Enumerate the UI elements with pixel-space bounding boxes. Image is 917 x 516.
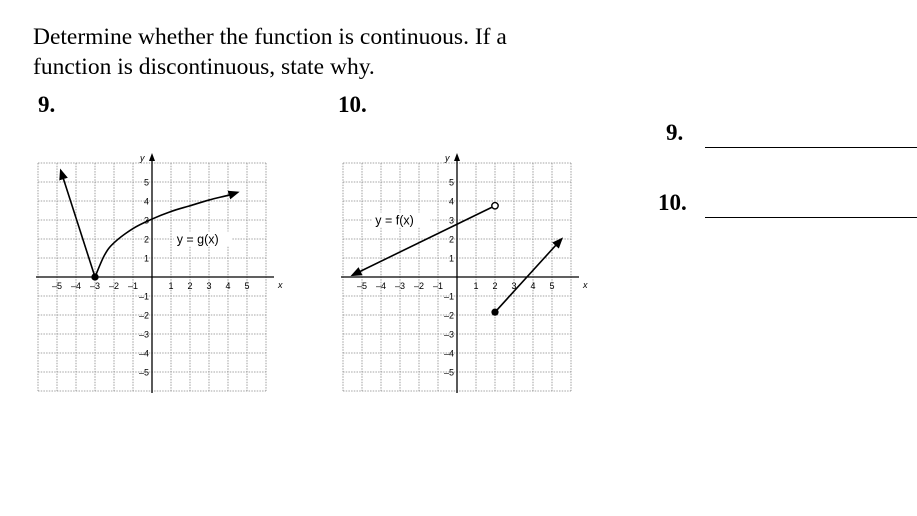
x-tick-label: 3 [511, 281, 517, 291]
answer-row-10 [650, 190, 917, 220]
x-tick-label: 2 [492, 281, 498, 291]
y-axis-label: y [140, 153, 145, 163]
y-tick-label: 5 [143, 177, 149, 188]
function-label: y = g(x) [176, 232, 219, 247]
y-tick-label: 2 [143, 234, 149, 245]
y-tick-label: 1 [448, 253, 454, 264]
x-tick-label: 1 [473, 281, 479, 291]
y-tick-label: –2 [138, 310, 149, 321]
x-tick-label: –3 [394, 281, 406, 291]
x-tick-label: 2 [187, 281, 193, 291]
answer-blank-10[interactable] [705, 217, 917, 218]
series-0-line [61, 171, 95, 277]
open-endpoint [492, 203, 498, 209]
function-label: y = f(x) [375, 213, 414, 228]
y-tick-label: –5 [138, 367, 149, 378]
x-tick-label: –2 [108, 281, 120, 291]
instructions [33, 22, 593, 82]
y-tick-label: 3 [143, 215, 149, 226]
graph-9 [36, 148, 282, 398]
y-tick-label: 3 [448, 215, 454, 226]
x-tick-label: –5 [51, 281, 63, 291]
x-axis-label: x [583, 280, 588, 290]
x-axis-label: x [278, 280, 283, 290]
y-tick-label: –5 [443, 367, 454, 378]
series-1-line [495, 239, 562, 312]
y-tick-label: 4 [143, 196, 149, 207]
x-tick-label: 5 [244, 281, 250, 291]
y-tick-label: 2 [448, 234, 454, 245]
x-tick-label: –1 [432, 281, 444, 291]
y-tick-label: –1 [138, 291, 149, 302]
y-axis-arrow [454, 153, 460, 161]
problem-9-number: 9. [38, 92, 56, 117]
answer-row-9 [650, 120, 917, 150]
y-tick-label: 1 [143, 253, 149, 264]
y-tick-label: –3 [443, 329, 454, 340]
answer-number-10: 10. [658, 190, 687, 215]
closed-endpoint [491, 309, 498, 316]
closed-endpoint [91, 273, 98, 280]
instructions-line-2: function is discontinuous, state why. [33, 54, 375, 80]
x-tick-label: –2 [413, 281, 425, 291]
x-tick-label: –5 [356, 281, 368, 291]
y-tick-label: –1 [443, 291, 454, 302]
answer-blank-9[interactable] [705, 147, 917, 148]
problem-10-number: 10. [338, 92, 367, 117]
y-axis-arrow [149, 153, 155, 161]
x-tick-label: –4 [70, 281, 82, 291]
y-tick-label: 4 [448, 196, 454, 207]
y-tick-label: –2 [443, 310, 454, 321]
x-tick-label: –3 [89, 281, 101, 291]
graph-10 [346, 148, 596, 398]
y-tick-label: –4 [443, 348, 454, 359]
x-tick-label: 3 [206, 281, 212, 291]
y-tick-label: 5 [448, 177, 454, 188]
answer-number-9: 9. [666, 120, 684, 145]
instructions-line-1: Determine whether the function is continuous. If a [33, 24, 507, 50]
x-tick-label: 1 [168, 281, 174, 291]
x-tick-label: 4 [530, 281, 536, 291]
x-tick-label: 5 [549, 281, 555, 291]
x-tick-label: –1 [127, 281, 139, 291]
y-tick-label: –4 [138, 348, 149, 359]
y-tick-label: –3 [138, 329, 149, 340]
x-tick-label: –4 [375, 281, 387, 291]
x-tick-label: 4 [225, 281, 231, 291]
y-axis-label: y [445, 153, 450, 163]
